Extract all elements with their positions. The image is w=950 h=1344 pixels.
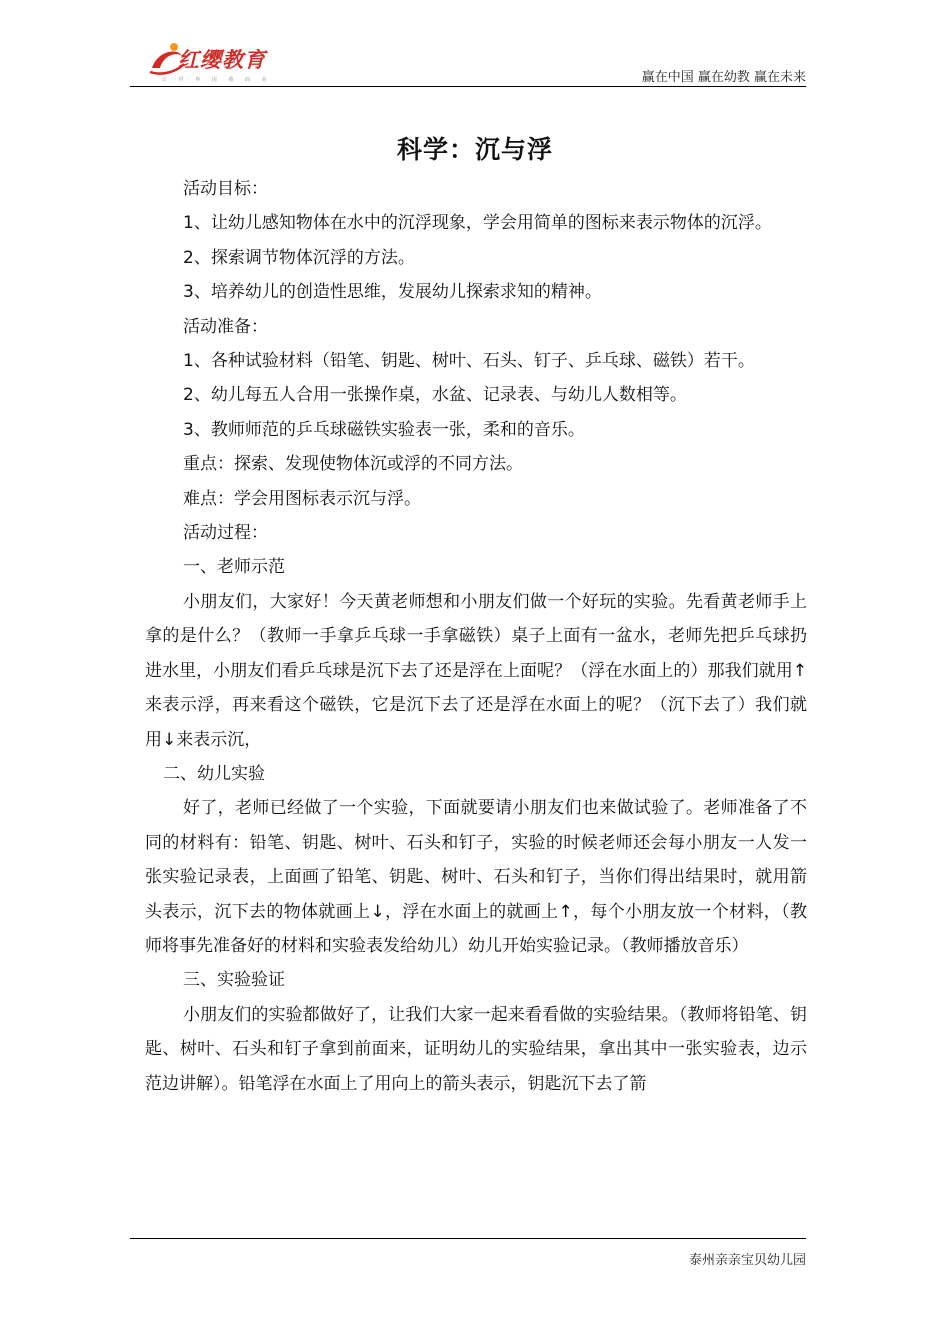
paragraph: 重点：探索、发现使物体沉或浮的不同方法。 [183, 454, 523, 475]
logo-tagline: 让 世 界 因 我 而 美 [162, 77, 272, 83]
header-slogan: 赢在中国 赢在幼教 赢在未来 [641, 70, 806, 85]
document-body [145, 172, 807, 1101]
paragraph: 小朋友们，大家好！今天黄老师想和小朋友们做一个好玩的实验。先看黄老师手上拿的是什么？（教师一手拿乒乓球一手拿磁铁）桌子上面有一盆水，老师先把乒乓球扔进水里，小朋友们看乒乓球是沉下去了还是浮在上面呢？（浮在水面上的）那我们就用↑来表示浮，再来看这个磁铁，它是沉下去了还是浮在水面上的呢？（沉下去了）我们就用↓来表示沉， [145, 591, 807, 750]
section-heading: 三、实验验证 [183, 970, 285, 991]
paragraph: 2、幼儿每五人合用一张操作桌，水盆、记录表、与幼儿人数相等。 [183, 385, 687, 406]
paragraph: 难点：学会用图标表示沉与浮。 [183, 488, 421, 509]
paragraph: 2、探索调节物体沉浮的方法。 [183, 247, 415, 268]
logo [148, 42, 278, 88]
paragraph: 好了，老师已经做了一个实验，下面就要请小朋友们也来做试验了。老师准备了不同的材料有：铅笔、钥匙、树叶、石头和钉子，实验的时候老师还会每小朋友一人发一张实验记录表，上面画了铅笔、钥匙、树叶、石头和钉子，当你们得出结果时，就用箭头表示，沉下去的物体就画上↓，浮在水面上的就画上↑，每个小朋友放一个材料，（教师将事先准备好的材料和实验表发给幼儿）幼儿开始实验记录。（教师播放音乐） [145, 798, 807, 956]
header-divider [130, 86, 806, 87]
paragraph: 活动准备： [183, 316, 268, 337]
paragraph: 3、教师师范的乒乓球磁铁实验表一张，柔和的音乐。 [183, 419, 585, 440]
section-heading: 二、幼儿实验 [163, 763, 265, 784]
paragraph: 1、让幼儿感知物体在水中的沉浮现象，学会用简单的图标来表示物体的沉浮。 [183, 213, 772, 234]
section-heading: 一、老师示范 [183, 557, 285, 578]
page-header [0, 0, 950, 100]
document-title: 科学：沉与浮 [396, 135, 553, 164]
footer-divider [130, 1238, 806, 1239]
paragraph: 3、培养幼儿的创造性思维，发展幼儿探索求知的精神。 [183, 282, 602, 303]
paragraph: 活动目标： [183, 179, 268, 199]
paragraph: 1、各种试验材料（铅笔、钥匙、树叶、石头、钉子、乒乓球、磁铁）若干。 [183, 351, 755, 372]
paragraph: 小朋友们的实验都做好了，让我们大家一起来看看做的实验结果。（教师将铅笔、钥匙、树叶、石头和钉子拿到前面来，证明幼儿的实验结果，拿出其中一张实验表，边示范边讲解）。铅笔浮在水面上了用向上的箭头表示，钥匙沉下去了箭 [145, 1004, 807, 1094]
paragraph: 活动过程： [183, 523, 268, 544]
logo-text: 红缨教育 [178, 48, 266, 72]
footer-text: 泰州亲亲宝贝幼儿园 [688, 1253, 806, 1268]
